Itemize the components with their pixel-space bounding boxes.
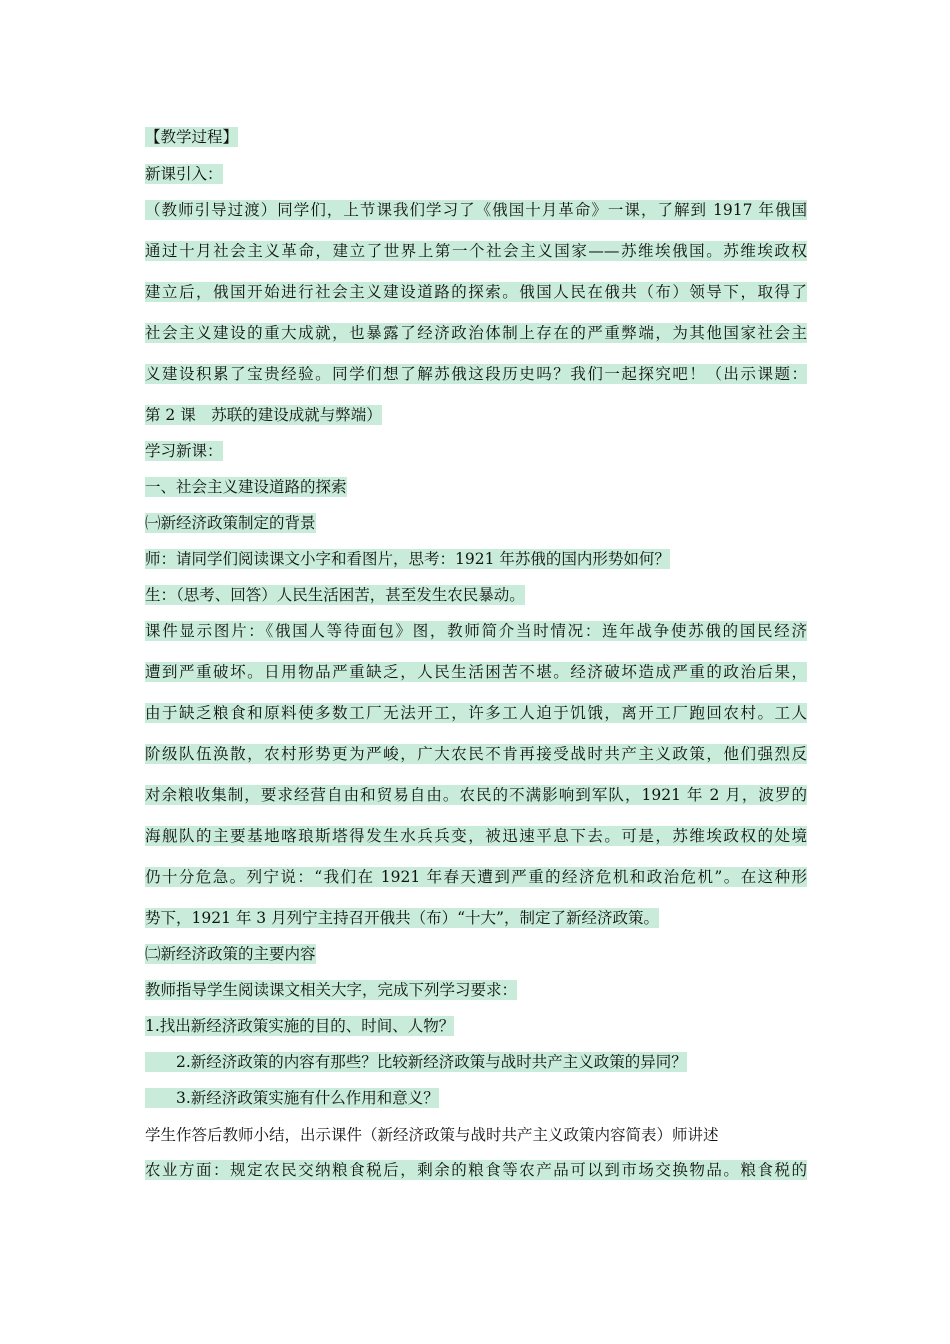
- paragraph-line: 社会主义建设的重大成就，也暴露了经济政治体制上存在的严重弊端，为其他国家社会主: [145, 324, 807, 342]
- question-item: 2.新经济政策的内容有那些？比较新经济政策与战时共产主义政策的异同？: [145, 1052, 687, 1072]
- question-item: 3.新经济政策实施有什么作用和意义？: [145, 1088, 439, 1108]
- student-answer: 生：（思考、回答）人民生活困苦，甚至发生农民暴动。: [145, 586, 525, 604]
- instruction-line: 教师指导学生阅读课文相关大字，完成下列学习要求：: [145, 981, 518, 999]
- section-heading: 【教学过程】: [145, 128, 239, 146]
- subsection-heading: ㈠新经济政策制定的背景: [145, 514, 316, 532]
- teacher-question: 师：请同学们阅读课文小字和看图片，思考：1921 年苏俄的国内形势如何？: [145, 550, 670, 568]
- paragraph-line: 遭到严重破坏。日用物品严重缺乏，人民生活困苦不堪。经济破坏造成严重的政治后果，: [145, 663, 807, 681]
- intro-label: 新课引入：: [145, 165, 223, 183]
- paragraph-line: 学生作答后教师小结，出示课件（新经济政策与战时共产主义政策内容简表）师讲述: [145, 1126, 719, 1144]
- subsection-heading: ㈡新经济政策的主要内容: [145, 945, 316, 963]
- new-lesson-label: 学习新课：: [145, 442, 223, 460]
- paragraph-line: 由于缺乏粮食和原料使多数工厂无法开工，许多工人迫于饥饿，离开工厂跑回农村。工人: [145, 704, 807, 722]
- paragraph-line: 海舰队的主要基地喀琅斯塔得发生水兵兵变，被迅速平息下去。可是，苏维埃政权的处境: [145, 827, 807, 845]
- paragraph-line: 阶级队伍涣散，农村形势更为严峻，广大农民不肯再接受战时共产主义政策，他们强烈反: [145, 745, 807, 763]
- paragraph-line: 第 2 课 苏联的建设成就与弊端）: [145, 406, 382, 424]
- paragraph-line: 农业方面：规定农民交纳粮食税后，剩余的粮食等农产品可以到市场交换物品。粮食税的: [145, 1161, 807, 1179]
- paragraph-line: 通过十月社会主义革命，建立了世界上第一个社会主义国家——苏维埃俄国。苏维埃政权: [145, 242, 807, 260]
- paragraph-line: 势下，1921 年 3 月列宁主持召开俄共（布）“十大”，制定了新经济政策。: [145, 909, 659, 927]
- paragraph-line: 对余粮收集制，要求经营自由和贸易自由。农民的不满影响到军队，1921 年 2 月，波罗的: [145, 786, 807, 804]
- paragraph-line: 建立后，俄国开始进行社会主义建设道路的探索。俄国人民在俄共（布）领导下，取得了: [145, 283, 807, 301]
- paragraph-line: 课件显示图片：《俄国人等待面包》图，教师简介当时情况：连年战争使苏俄的国民经济: [145, 622, 807, 640]
- paragraph-line: （教师引导过渡）同学们，上节课我们学习了《俄国十月革命》一课，了解到 1917 年俄国: [145, 201, 807, 219]
- subsection-heading: 一、社会主义建设道路的探索: [145, 478, 347, 496]
- paragraph-line: 义建设积累了宝贵经验。同学们想了解苏俄这段历史吗？我们一起探究吧！（出示课题：: [145, 365, 807, 383]
- paragraph-line: 仍十分危急。列宁说：“我们在 1921 年春天遭到严重的经济危机和政治危机”。在这种形: [145, 868, 807, 886]
- question-item: 1.找出新经济政策实施的目的、时间、人物？: [145, 1017, 455, 1035]
